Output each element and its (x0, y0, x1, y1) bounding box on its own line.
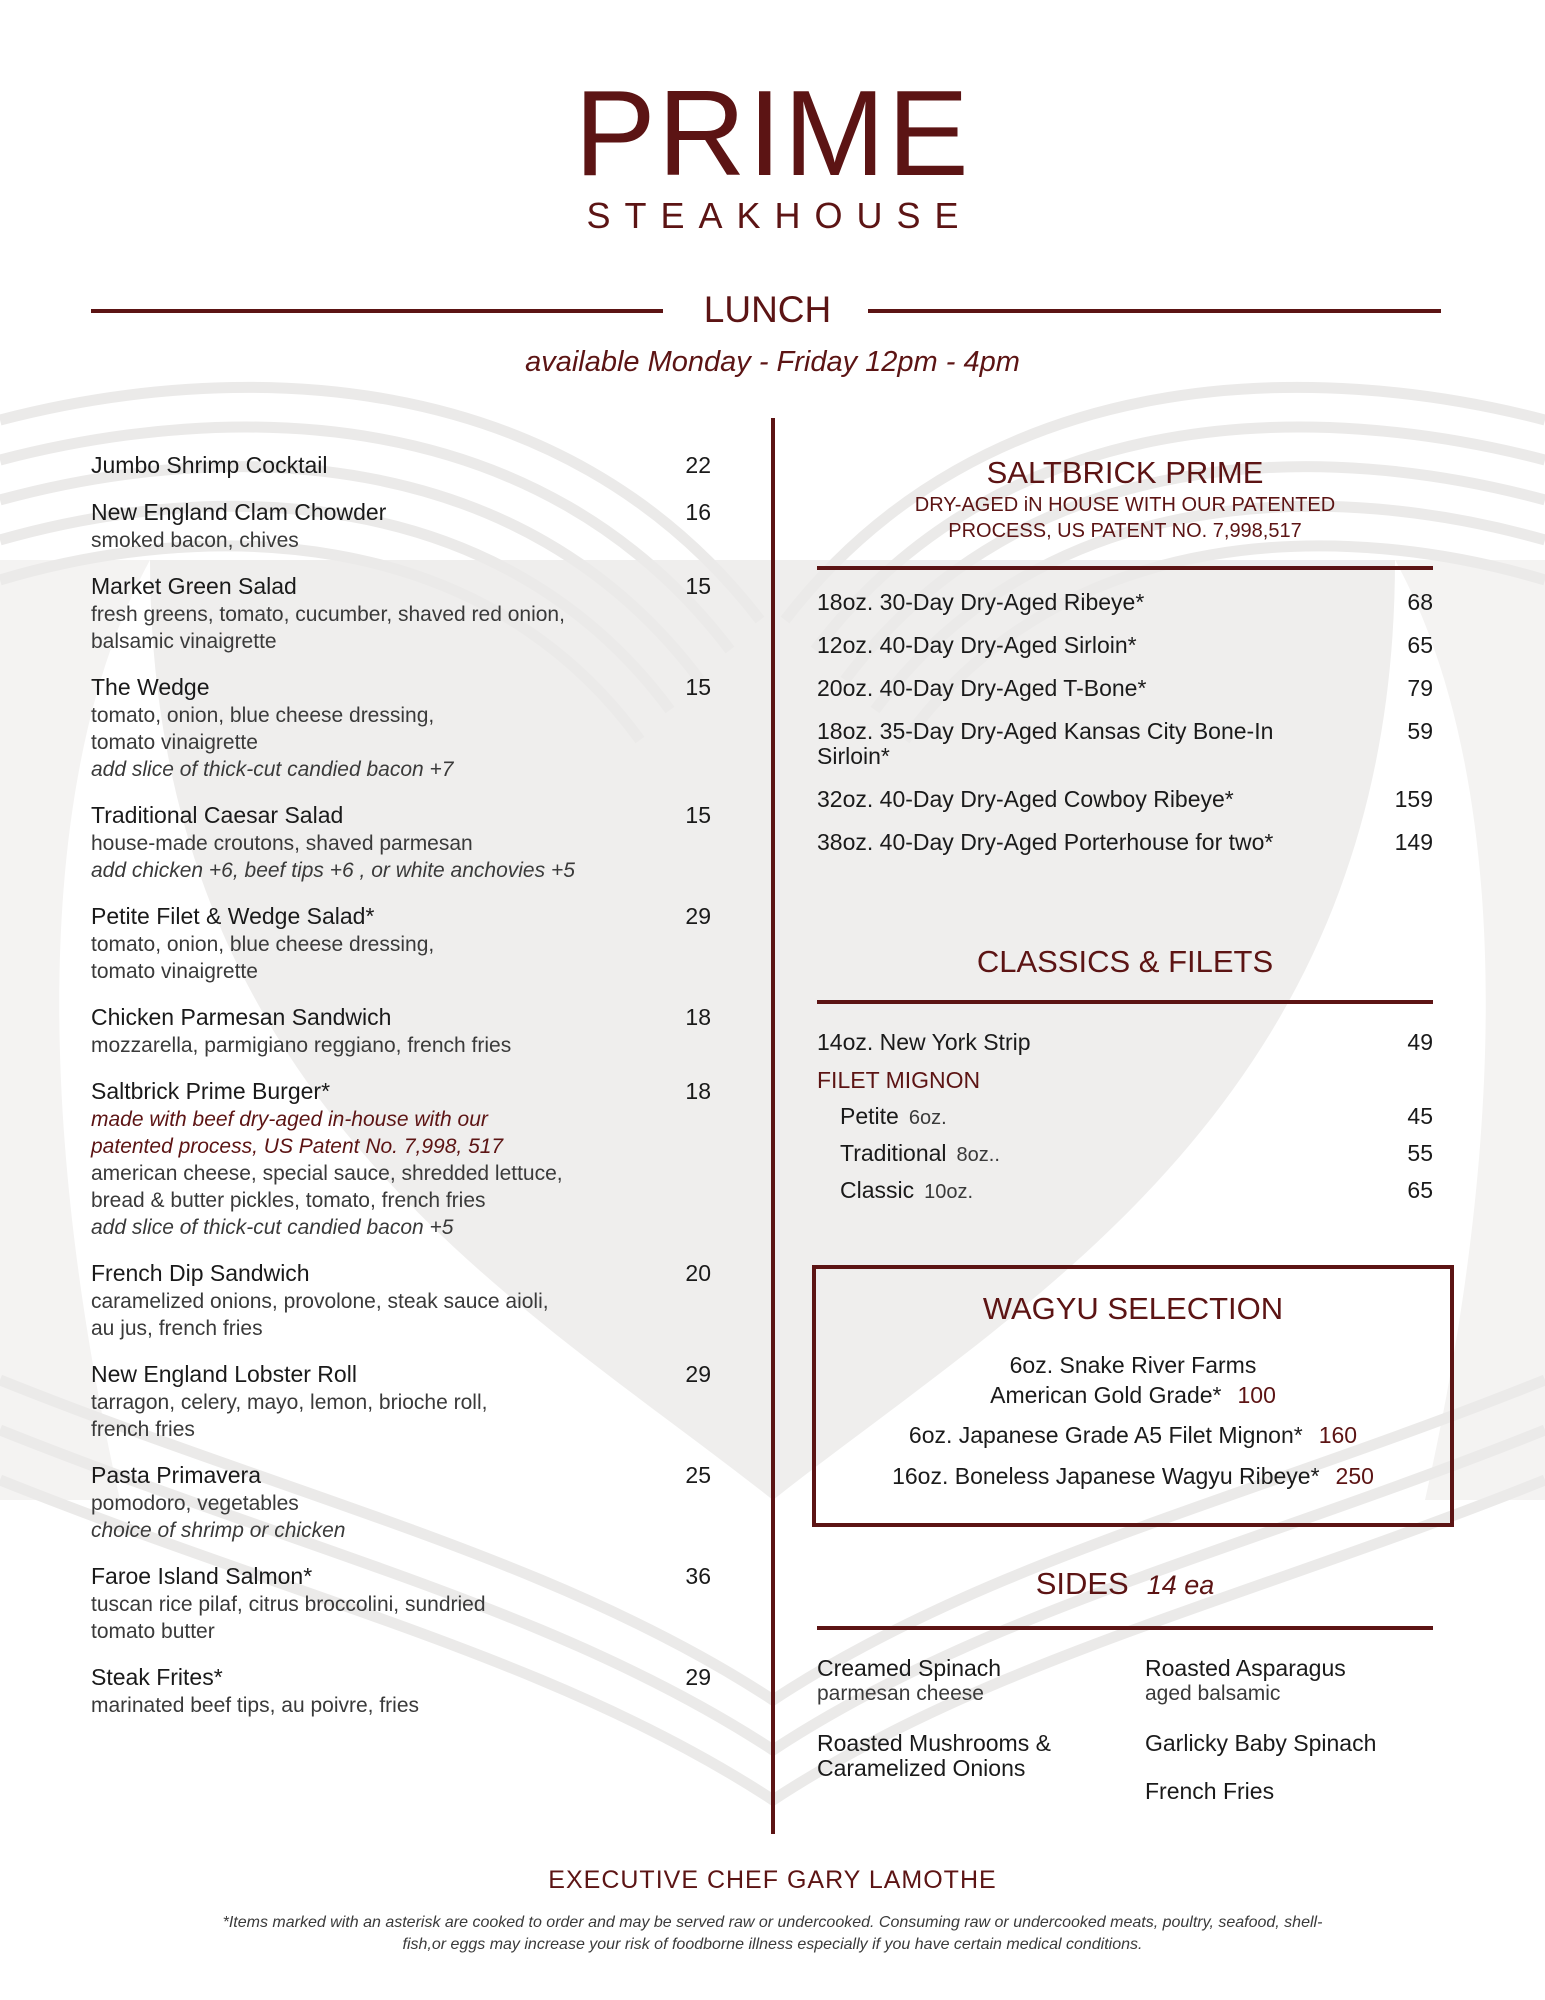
side-name: Roasted Asparagus (1145, 1655, 1346, 1681)
menu-item (91, 1460, 711, 1544)
item-description: tomato vinaigrette (91, 731, 258, 754)
menu-item (91, 497, 711, 554)
lunch-title: LUNCH (703, 289, 832, 330)
item-addon: add chicken +6, beef tips +6 , or white anchovies +5 (91, 859, 575, 882)
item-description: american cheese, special sauce, shredded lettuce, (91, 1162, 563, 1185)
steak-price: 68 (1407, 589, 1433, 615)
item-description: tomato, onion, blue cheese dressing, (91, 933, 435, 956)
lunch-rule-left (91, 309, 663, 313)
wagyu-item-name: 6oz. Japanese Grade A5 Filet Mignon* (908, 1422, 1303, 1448)
item-description: tomato butter (91, 1620, 215, 1643)
wagyu-price: 100 (1237, 1382, 1276, 1408)
menu-item (91, 1359, 711, 1443)
menu-item (91, 800, 711, 884)
menu-item (91, 672, 711, 783)
disclaimer-line: *Items marked with an asterisk are cooked to order and may be served raw or undercooked. Consuming raw or undercooked meats, poultry, seafood, shell- (222, 1914, 1323, 1931)
item-name: Pasta Primavera (91, 1462, 262, 1488)
side-name: Roasted Mushrooms & Caramelized Onions (817, 1730, 1051, 1781)
item-description: bread & butter pickles, tomato, french fries (91, 1189, 486, 1212)
disclaimer (90, 1912, 1455, 1956)
steak-name: 32oz. 40-Day Dry-Aged Cowboy Ribeye* (817, 786, 1234, 812)
item-price: 15 (685, 573, 711, 599)
wagyu-title: WAGYU SELECTION (982, 1291, 1284, 1326)
item-name: Traditional Caesar Salad (91, 802, 344, 828)
lunch-rule-right (868, 309, 1441, 313)
side-item (1145, 1656, 1445, 1706)
item-description: house-made croutons, shaved parmesan (91, 832, 473, 855)
item-description: tuscan rice pilaf, citrus broccolini, sundried (91, 1593, 486, 1616)
saltbrick-subtitle-line2: PROCESS, US PATENT NO. 7,998,517 (948, 520, 1302, 542)
steak-item (817, 633, 1433, 658)
item-description: tarragon, celery, mayo, lemon, brioche roll, (91, 1391, 488, 1414)
sides-title: SIDES (1035, 1566, 1129, 1601)
item-description: french fries (91, 1418, 195, 1441)
menu-item (91, 1002, 711, 1059)
item-description: marinated beef tips, au poivre, fries (91, 1694, 420, 1717)
menu-item (91, 901, 711, 985)
item-name: Faroe Island Salmon* (91, 1563, 313, 1589)
filet-price: 55 (1407, 1140, 1433, 1166)
sides-heading (817, 1566, 1433, 1603)
saltbrick-subtitle-line1: DRY-AGED iN HOUSE WITH OUR PATENTED (914, 494, 1336, 516)
menu-item (91, 450, 711, 480)
item-name: New England Clam Chowder (91, 499, 387, 525)
item-description: tomato, onion, blue cheese dressing, (91, 704, 435, 727)
item-name: New England Lobster Roll (91, 1361, 357, 1387)
classics-title: CLASSICS & FILETS (976, 944, 1274, 979)
column-divider (771, 418, 775, 1834)
filet-name: Petite (840, 1103, 899, 1129)
steak-item (817, 590, 1433, 615)
steak-price: 65 (1407, 632, 1433, 658)
filet-name: Classic (840, 1177, 915, 1203)
side-name: Garlicky Baby Spinach (1145, 1730, 1377, 1756)
wagyu-item-line (816, 1420, 1450, 1450)
steak-price: 149 (1394, 829, 1433, 855)
wagyu-item-name: American Gold Grade* (990, 1382, 1222, 1408)
side-item (1145, 1779, 1445, 1804)
item-description: balsamic vinaigrette (91, 630, 277, 653)
item-price: 36 (685, 1563, 711, 1589)
item-description: au jus, french fries (91, 1317, 263, 1340)
item-price: 20 (685, 1260, 711, 1286)
disclaimer-line: fish,or eggs may increase your risk of foodborne illness especially if you have certain medical conditions. (402, 1936, 1143, 1953)
lunch-availability: available Monday - Friday 12pm - 4pm (525, 346, 1020, 378)
menu-item (91, 1258, 711, 1342)
menu-item (91, 1662, 711, 1719)
item-description: smoked bacon, chives (91, 529, 299, 552)
side-item (817, 1656, 1117, 1706)
item-description: caramelized onions, provolone, steak sauce aioli, (91, 1290, 549, 1313)
steak-item (817, 830, 1433, 855)
item-price: 29 (685, 1664, 711, 1690)
item-name: Market Green Salad (91, 573, 297, 599)
saltbrick-items (817, 590, 1433, 873)
item-price: 25 (685, 1462, 711, 1488)
item-name: Saltbrick Prime Burger* (91, 1078, 331, 1104)
item-price: 16 (685, 499, 711, 525)
side-description: parmesan cheese (817, 1682, 984, 1705)
wagyu-item-line (816, 1461, 1450, 1491)
item-description: mozzarella, parmigiano reggiano, french fries (91, 1034, 512, 1057)
wagyu-price: 160 (1318, 1422, 1358, 1448)
filet-item (817, 1101, 1433, 1132)
wagyu-item-name: 6oz. Snake River Farms (1009, 1352, 1257, 1378)
menu-item (91, 1076, 711, 1241)
saltbrick-title: SALTBRICK PRIME (986, 455, 1264, 490)
classics-rule (817, 1000, 1433, 1004)
item-name: French Dip Sandwich (91, 1260, 310, 1286)
filet-item (817, 1138, 1433, 1169)
filet-price: 65 (1407, 1177, 1433, 1203)
wagyu-item-line (816, 1380, 1450, 1410)
filet-weight: 10oz. (924, 1181, 974, 1203)
steak-item (817, 719, 1433, 769)
steak-item (817, 1030, 1433, 1055)
item-name: Steak Frites* (91, 1664, 223, 1690)
side-item (1145, 1731, 1445, 1756)
steak-price: 49 (1407, 1029, 1433, 1055)
menu-item (91, 1561, 711, 1645)
item-price: 29 (685, 903, 711, 929)
steak-item (817, 787, 1433, 812)
steak-item (817, 676, 1433, 701)
filet-weight: 8oz.. (956, 1144, 1000, 1166)
item-addon: add slice of thick-cut candied bacon +7 (91, 758, 454, 781)
item-description: fresh greens, tomato, cucumber, shaved red onion, (91, 603, 565, 626)
item-note: made with beef dry-aged in-house with our (91, 1108, 488, 1131)
filet-name: Traditional (840, 1140, 947, 1166)
steak-name: 18oz. 30-Day Dry-Aged Ribeye* (817, 589, 1145, 615)
executive-chef: EXECUTIVE CHEF GARY LAMOTHE (548, 1866, 997, 1894)
menu-item (91, 571, 711, 655)
item-price: 22 (685, 452, 711, 478)
item-price: 15 (685, 802, 711, 828)
item-name: Petite Filet & Wedge Salad* (91, 903, 375, 929)
steak-name: 12oz. 40-Day Dry-Aged Sirloin* (817, 632, 1137, 658)
filet-mignon-heading: FILET MIGNON (817, 1067, 981, 1093)
steak-price: 79 (1407, 675, 1433, 701)
classics-items (817, 1030, 1433, 1206)
item-price: 15 (685, 674, 711, 700)
item-name: Chicken Parmesan Sandwich (91, 1004, 392, 1030)
steak-name: 14oz. New York Strip (817, 1029, 1031, 1055)
item-price: 18 (685, 1004, 711, 1030)
wagyu-item-line (816, 1350, 1450, 1380)
sides-price-note: 14 ea (1146, 1570, 1215, 1600)
steak-name: 20oz. 40-Day Dry-Aged T-Bone* (817, 675, 1147, 701)
item-price: 29 (685, 1361, 711, 1387)
filet-weight: 6oz. (908, 1107, 947, 1129)
sides-rule (817, 1626, 1433, 1630)
side-name: Creamed Spinach (817, 1655, 1002, 1681)
item-addon: choice of shrimp or chicken (91, 1519, 346, 1542)
item-description: pomodoro, vegetables (91, 1492, 299, 1515)
item-name: The Wedge (91, 674, 210, 700)
item-addon: add slice of thick-cut candied bacon +5 (91, 1216, 454, 1239)
logo-subtitle: STEAKHOUSE (586, 195, 973, 236)
steak-name: 18oz. 35-Day Dry-Aged Kansas City Bone-In Sirloin* (817, 718, 1274, 769)
item-description: tomato vinaigrette (91, 960, 258, 983)
side-item (817, 1731, 1087, 1781)
filet-item (817, 1175, 1433, 1206)
steak-price: 159 (1394, 786, 1433, 812)
wagyu-box (812, 1265, 1454, 1527)
wagyu-price: 250 (1335, 1463, 1374, 1489)
item-note: patented process, US Patent No. 7,998, 517 (91, 1135, 504, 1158)
item-name: Jumbo Shrimp Cocktail (91, 452, 328, 478)
wagyu-item-name: 16oz. Boneless Japanese Wagyu Ribeye* (892, 1463, 1320, 1489)
logo-title: PRIME (574, 65, 971, 201)
steak-price: 59 (1407, 718, 1433, 744)
item-price: 18 (685, 1078, 711, 1104)
saltbrick-rule (817, 566, 1433, 570)
steak-name: 38oz. 40-Day Dry-Aged Porterhouse for two* (817, 829, 1274, 855)
lunch-items-list (91, 450, 711, 1736)
filet-price: 45 (1407, 1103, 1433, 1129)
side-description: aged balsamic (1145, 1682, 1281, 1705)
side-name: French Fries (1145, 1778, 1275, 1804)
